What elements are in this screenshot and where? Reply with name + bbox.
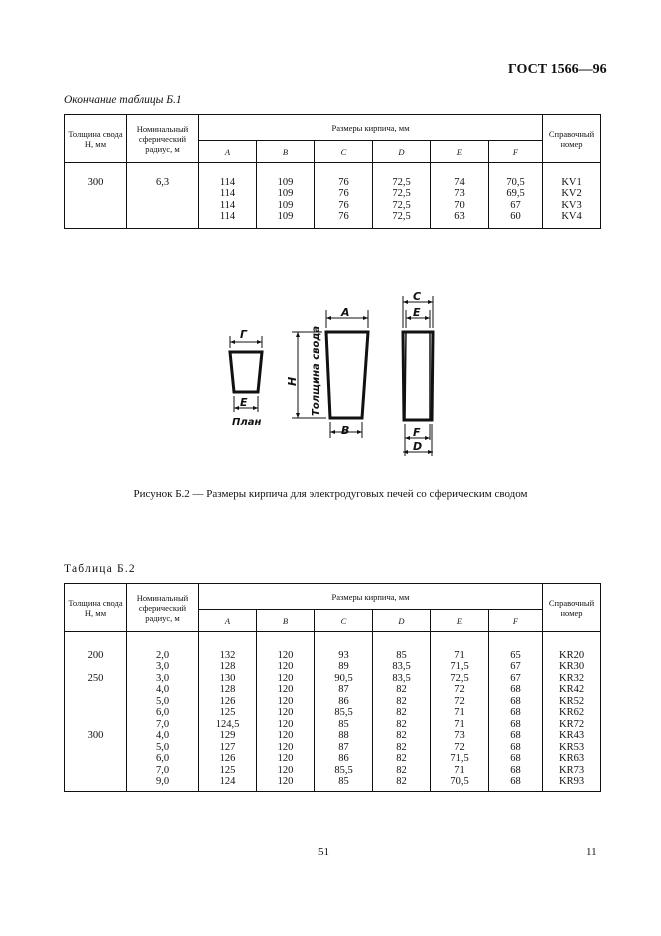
size-cell-e: 71: [431, 650, 489, 662]
spacer-cell: [65, 223, 127, 229]
ref-cell: KR53: [543, 742, 601, 754]
label-b: B: [341, 424, 350, 437]
spacer-cell: [315, 788, 373, 792]
ref-cell: KV1: [543, 177, 601, 189]
table2: [64, 583, 601, 792]
table1-header-thickness: Толщина свода H, мм: [65, 115, 127, 163]
size-cell-b: 120: [257, 742, 315, 754]
size-cell-b: 109: [257, 200, 315, 212]
side-brick-shape: [403, 332, 433, 420]
size-cell-f: 67: [489, 661, 543, 673]
figure-caption: Рисунок Б.2 — Размеры кирпича для электродуговых печей со сферическим сводом: [133, 488, 528, 500]
thickness-cell: [65, 211, 127, 223]
size-cell-f: 68: [489, 776, 543, 788]
radius-cell: 5,0: [127, 742, 199, 754]
spacer-cell: [489, 632, 543, 650]
thickness-cell: [65, 719, 127, 731]
spacer-cell: [373, 223, 431, 229]
label-c: C: [413, 290, 422, 303]
table2-sub-e: E: [431, 610, 489, 632]
spacer-cell: [431, 163, 489, 177]
size-cell-b: 109: [257, 177, 315, 189]
size-cell-b: 120: [257, 730, 315, 742]
size-cell-b: 120: [257, 684, 315, 696]
size-cell-a: 114: [199, 188, 257, 200]
size-cell-d: 72,5: [373, 200, 431, 212]
thickness-cell: 300: [65, 730, 127, 742]
label-f: F: [413, 426, 421, 439]
table2-header-radius: Номинальный сферический радиус, м: [127, 584, 199, 632]
size-cell-d: 82: [373, 776, 431, 788]
size-cell-f: 60: [489, 211, 543, 223]
spacer-cell: [199, 788, 257, 792]
radius-cell: 5,0: [127, 696, 199, 708]
size-cell-b: 120: [257, 673, 315, 685]
thickness-cell: [65, 661, 127, 673]
radius-cell: 7,0: [127, 765, 199, 777]
thickness-cell: [65, 742, 127, 754]
size-cell-a: 126: [199, 696, 257, 708]
size-cell-f: 70,5: [489, 177, 543, 189]
ref-cell: KV4: [543, 211, 601, 223]
table1-header-sizes: Размеры кирпича, мм: [199, 115, 543, 141]
size-cell-f: 68: [489, 753, 543, 765]
size-cell-a: 129: [199, 730, 257, 742]
thickness-cell: [65, 696, 127, 708]
size-cell-c: 90,5: [315, 673, 373, 685]
spacer-cell: [65, 632, 127, 650]
size-cell-d: 85: [373, 650, 431, 662]
label-d: D: [413, 440, 423, 453]
spacer-cell: [431, 632, 489, 650]
table1-sub-a: A: [199, 141, 257, 163]
ref-cell: KR30: [543, 661, 601, 673]
size-cell-e: 70,5: [431, 776, 489, 788]
size-cell-b: 120: [257, 650, 315, 662]
spacer-cell: [315, 632, 373, 650]
table1: [64, 114, 601, 229]
table1-caption: Окончание таблицы Б.1: [64, 94, 182, 106]
spacer-cell: [373, 632, 431, 650]
size-cell-b: 120: [257, 776, 315, 788]
table-row: [65, 188, 601, 200]
thickness-cell: [65, 707, 127, 719]
thickness-cell: [65, 200, 127, 212]
size-cell-e: 74: [431, 177, 489, 189]
brick-dimensions-figure: [220, 290, 442, 462]
size-cell-a: 124,5: [199, 719, 257, 731]
spacer-cell: [489, 788, 543, 792]
size-cell-c: 87: [315, 742, 373, 754]
thickness-cell: [65, 188, 127, 200]
size-cell-e: 73: [431, 188, 489, 200]
spacer-cell: [257, 632, 315, 650]
table-row: [65, 765, 601, 777]
size-cell-f: 65: [489, 650, 543, 662]
table1-sub-b: B: [257, 141, 315, 163]
label-vault-thickness: Толщина свода: [311, 325, 322, 416]
table1-sub-d: D: [373, 141, 431, 163]
size-cell-c: 89: [315, 661, 373, 673]
table-row: [65, 177, 601, 189]
table2-sub-f: F: [489, 610, 543, 632]
table1-header-radius: Номинальный сферический радиус, м: [127, 115, 199, 163]
radius-cell: [127, 211, 199, 223]
ref-cell: KV2: [543, 188, 601, 200]
ref-cell: KR72: [543, 719, 601, 731]
size-cell-d: 82: [373, 707, 431, 719]
table2-sub-d: D: [373, 610, 431, 632]
table-row: [65, 753, 601, 765]
ref-cell: KV3: [543, 200, 601, 212]
table-row: [65, 742, 601, 754]
spacer-cell: [431, 788, 489, 792]
size-cell-e: 72,5: [431, 673, 489, 685]
radius-cell: 7,0: [127, 719, 199, 731]
size-cell-d: 83,5: [373, 673, 431, 685]
radius-cell: [127, 200, 199, 212]
size-cell-d: 72,5: [373, 211, 431, 223]
thickness-cell: [65, 776, 127, 788]
size-cell-b: 120: [257, 661, 315, 673]
spacer-cell: [127, 163, 199, 177]
ref-cell: KR62: [543, 707, 601, 719]
size-cell-a: 128: [199, 684, 257, 696]
spacer-cell: [257, 163, 315, 177]
size-cell-c: 85: [315, 776, 373, 788]
table-row: [65, 200, 601, 212]
radius-cell: 6,0: [127, 707, 199, 719]
spacer-cell: [373, 163, 431, 177]
size-cell-c: 88: [315, 730, 373, 742]
table-row: [65, 776, 601, 788]
radius-cell: 3,0: [127, 673, 199, 685]
size-cell-d: 82: [373, 765, 431, 777]
ref-cell: KR20: [543, 650, 601, 662]
table2-sub-b: B: [257, 610, 315, 632]
size-cell-b: 120: [257, 696, 315, 708]
size-cell-c: 85: [315, 719, 373, 731]
spacer-cell: [65, 163, 127, 177]
spacer-cell: [489, 163, 543, 177]
radius-cell: [127, 188, 199, 200]
size-cell-f: 69,5: [489, 188, 543, 200]
size-cell-c: 76: [315, 177, 373, 189]
spacer-cell: [315, 223, 373, 229]
spacer-cell: [431, 223, 489, 229]
size-cell-d: 83,5: [373, 661, 431, 673]
size-cell-e: 72: [431, 684, 489, 696]
size-cell-e: 63: [431, 211, 489, 223]
size-cell-c: 87: [315, 684, 373, 696]
radius-cell: 2,0: [127, 650, 199, 662]
ref-cell: KR73: [543, 765, 601, 777]
size-cell-e: 71: [431, 719, 489, 731]
size-cell-b: 109: [257, 211, 315, 223]
size-cell-c: 76: [315, 188, 373, 200]
radius-cell: 6,0: [127, 753, 199, 765]
size-cell-d: 72,5: [373, 188, 431, 200]
size-cell-e: 72: [431, 742, 489, 754]
size-cell-c: 85,5: [315, 765, 373, 777]
ref-cell: KR63: [543, 753, 601, 765]
thickness-cell: 300: [65, 177, 127, 189]
radius-cell: 6,3: [127, 177, 199, 189]
size-cell-b: 109: [257, 188, 315, 200]
size-cell-f: 68: [489, 696, 543, 708]
table2-caption: Таблица Б.2: [64, 563, 136, 575]
radius-cell: 4,0: [127, 730, 199, 742]
size-cell-c: 93: [315, 650, 373, 662]
size-cell-a: 128: [199, 661, 257, 673]
thickness-cell: [65, 765, 127, 777]
size-cell-e: 71,5: [431, 753, 489, 765]
table1-header-ref: Справочный номер: [543, 115, 601, 163]
spacer-cell: [65, 788, 127, 792]
spacer-cell: [489, 223, 543, 229]
size-cell-e: 71: [431, 765, 489, 777]
table2-header-sizes: Размеры кирпича, мм: [199, 584, 543, 610]
label-a: A: [341, 306, 350, 319]
size-cell-a: 114: [199, 200, 257, 212]
page-number: 51: [318, 846, 329, 858]
size-cell-f: 68: [489, 719, 543, 731]
table2-sub-c: C: [315, 610, 373, 632]
spacer-cell: [315, 163, 373, 177]
radius-cell: 3,0: [127, 661, 199, 673]
table2-sub-a: A: [199, 610, 257, 632]
size-cell-b: 120: [257, 707, 315, 719]
size-cell-e: 73: [431, 730, 489, 742]
size-cell-a: 127: [199, 742, 257, 754]
spacer-cell: [127, 788, 199, 792]
table1-sub-f: F: [489, 141, 543, 163]
thickness-cell: [65, 684, 127, 696]
size-cell-f: 68: [489, 742, 543, 754]
size-cell-e: 70: [431, 200, 489, 212]
radius-cell: 9,0: [127, 776, 199, 788]
standard-code: ГОСТ 1566—96: [508, 62, 607, 77]
table-row: [65, 730, 601, 742]
ref-cell: KR93: [543, 776, 601, 788]
ref-cell: KR43: [543, 730, 601, 742]
size-cell-d: 82: [373, 730, 431, 742]
label-e-plan: E: [240, 396, 248, 409]
size-cell-a: 114: [199, 211, 257, 223]
size-cell-d: 82: [373, 719, 431, 731]
size-cell-f: 67: [489, 673, 543, 685]
label-e-side: E: [413, 306, 421, 319]
ref-cell: KR42: [543, 684, 601, 696]
size-cell-a: 124: [199, 776, 257, 788]
size-cell-a: 125: [199, 765, 257, 777]
table-row: [65, 719, 601, 731]
spacer-cell: [257, 223, 315, 229]
ref-cell: KR32: [543, 673, 601, 685]
table-row: [65, 211, 601, 223]
radius-cell: 4,0: [127, 684, 199, 696]
spacer-cell: [127, 632, 199, 650]
size-cell-e: 71: [431, 707, 489, 719]
spacer-cell: [199, 163, 257, 177]
table-row: [65, 696, 601, 708]
size-cell-b: 120: [257, 719, 315, 731]
size-cell-c: 76: [315, 211, 373, 223]
label-g: Г: [240, 328, 248, 341]
size-cell-c: 86: [315, 753, 373, 765]
spacer-cell: [543, 163, 601, 177]
table-row: [65, 673, 601, 685]
thickness-cell: [65, 753, 127, 765]
ref-cell: KR52: [543, 696, 601, 708]
size-cell-f: 68: [489, 707, 543, 719]
plan-brick-shape: [230, 352, 262, 392]
size-cell-a: 132: [199, 650, 257, 662]
size-cell-b: 120: [257, 753, 315, 765]
size-cell-f: 68: [489, 730, 543, 742]
spacer-cell: [127, 223, 199, 229]
table2-header-ref: Справочный номер: [543, 584, 601, 632]
spacer-cell: [199, 223, 257, 229]
size-cell-d: 82: [373, 684, 431, 696]
size-cell-a: 125: [199, 707, 257, 719]
size-cell-f: 68: [489, 765, 543, 777]
table-row: [65, 707, 601, 719]
front-brick-shape: [326, 332, 368, 418]
label-h: H: [286, 376, 299, 386]
size-cell-c: 86: [315, 696, 373, 708]
size-cell-a: 126: [199, 753, 257, 765]
size-cell-d: 82: [373, 742, 431, 754]
size-cell-d: 72,5: [373, 177, 431, 189]
table-row: [65, 661, 601, 673]
label-plan: План: [232, 417, 262, 428]
spacer-cell: [543, 788, 601, 792]
size-cell-d: 82: [373, 696, 431, 708]
spacer-cell: [257, 788, 315, 792]
size-cell-c: 85,5: [315, 707, 373, 719]
thickness-cell: 200: [65, 650, 127, 662]
table-row: [65, 684, 601, 696]
spacer-cell: [199, 632, 257, 650]
spacer-cell: [543, 632, 601, 650]
size-cell-c: 76: [315, 200, 373, 212]
thickness-cell: 250: [65, 673, 127, 685]
size-cell-e: 71,5: [431, 661, 489, 673]
table1-sub-c: C: [315, 141, 373, 163]
size-cell-a: 130: [199, 673, 257, 685]
size-cell-e: 72: [431, 696, 489, 708]
spacer-cell: [543, 223, 601, 229]
spacer-cell: [373, 788, 431, 792]
sheet-number: 11: [586, 846, 597, 858]
table-row: [65, 650, 601, 662]
size-cell-d: 82: [373, 753, 431, 765]
size-cell-b: 120: [257, 765, 315, 777]
size-cell-f: 68: [489, 684, 543, 696]
table2-header-thickness: Толщина свода H, мм: [65, 584, 127, 632]
size-cell-a: 114: [199, 177, 257, 189]
size-cell-f: 67: [489, 200, 543, 212]
table1-sub-e: E: [431, 141, 489, 163]
